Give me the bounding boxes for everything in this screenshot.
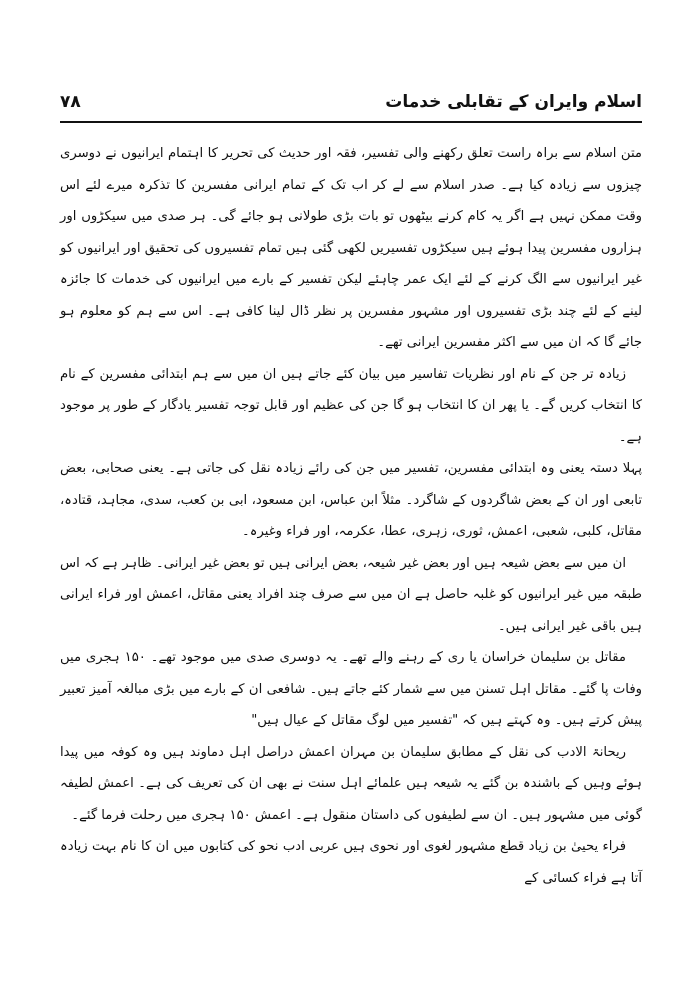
paragraph: مقاتل بن سلیمان خراسان یا ری کے رہنے والے تھے۔ یہ دوسری صدی میں موجود تھے۔ ۱۵۰ ہجری میں وفات پا گئے۔ مقاتل اہل تسنن میں سے شمار کئے جاتے ہیں۔ شافعی ان کے بارے میں بڑی مبالغہ آمیز تعبیر پیش کرتے ہیں۔ وہ کہتے ہیں کہ "تفسیر میں لوگ مقاتل کے عیال ہیں": [60, 650, 642, 728]
paragraph: پہلا دستہ یعنی وہ ابتدائی مفسرین، تفسیر میں جن کی رائے زیادہ نقل کی جاتی ہے۔ یعنی صحابی، بعض تابعی اور ان کے بعض شاگردوں کے شاگرد۔ مثلاً ابن عباس، ابن مسعود، ابی بن کعب، سدی، مجاہد، قتادہ، مقاتل، کلبی، شعبی، اعمش، ثوری، زہری، عطا، عکرمہ، اور فراء وغیرہ۔: [60, 461, 642, 539]
paragraph: ان میں سے بعض شیعہ ہیں اور بعض غیر شیعہ، بعض ایرانی ہیں تو بعض غیر ایرانی۔ ظاہر ہے کہ اس طبقہ میں غیر ایرانیوں کو غلبہ حاصل ہے ان میں سے صرف چند افراد یعنی مقاتل، اعمش اور فراء ایرانی ہیں باقی غیر ایرانی ہیں۔: [60, 555, 642, 634]
main-text: [60, 138, 642, 894]
page-header: [60, 90, 642, 116]
header-divider: [60, 121, 642, 123]
paragraph: زیادہ تر جن کے نام اور نظریات تفاسیر میں بیان کئے جاتے ہیں ان میں سے ہم ابتدائی مفسرین کے نام کا انتخاب کریں گے۔ یا پھر ان کا انتخاب ہو گا جن کی عظیم اور قابل توجہ تفسیر یادگار کے طور پر موجود ہے۔: [60, 366, 642, 445]
page-number: ۷۸: [60, 92, 81, 112]
paragraph: متن اسلام سے براہ راست تعلق رکھنے والی تفسیر، فقہ اور حدیث کی تحریر کا اہتمام ایرانیوں نے دوسری چیزوں سے زیادہ کیا ہے۔ صدر اسلام سے لے کر اب تک کے تمام ایرانی مفسرین کا تذکرہ میرے لئے اس وقت ممکن نہیں ہے اگر یہ کام کرنے بیٹھوں تو بات بڑی طولانی ہو جائے گی۔ ہر صدی میں سیکڑوں اور ہزاروں مفسرین پیدا ہوئے ہیں سیکڑوں تفسیریں لکھی گئی ہیں تمام تفسیروں کی تحقیق اور ایرانیوں کو غیر ایرانیوں سے الگ کرنے کے لئے ایک عمر چاہئے لیکن تفسیر کے بارے میں ایرانیوں کی خدمات کا جائزہ لینے کے لئے چند بڑی تفسیروں اور مشہور مفسرین پر نظر ڈال لینا کافی ہے۔ اس سے ہم کو معلوم ہو جائے گا کہ ان میں سے اکثر مفسرین ایرانی تھے۔: [60, 146, 642, 350]
paragraph: فراء یحییٰ بن زیاد قطع مشہور لغوی اور نحوی ہیں عربی ادب نحو کی کتابوں میں ان کا نام بہت زیادہ آتا ہے فراء کسائی کے: [60, 839, 642, 886]
running-title: اسلام وایران کے تقابلی خدمات: [385, 92, 642, 112]
paragraph: ریحانۃ الادب کی نقل کے مطابق سلیمان بن مہران اعمش دراصل اہل دماوند ہیں وہ کوفہ میں پیدا ہوئے وہیں کے باشندہ بن گئے یہ شیعہ ہیں علمائے اہل سنت نے بھی ان کی تعریف کی ہے۔ اعمش لطیفہ گوئی میں مشہور ہیں۔ ان سے لطیفوں کی داستان منقول ہے۔ اعمش ۱۵۰ ہجری میں رحلت فرما گئے۔: [60, 744, 642, 823]
